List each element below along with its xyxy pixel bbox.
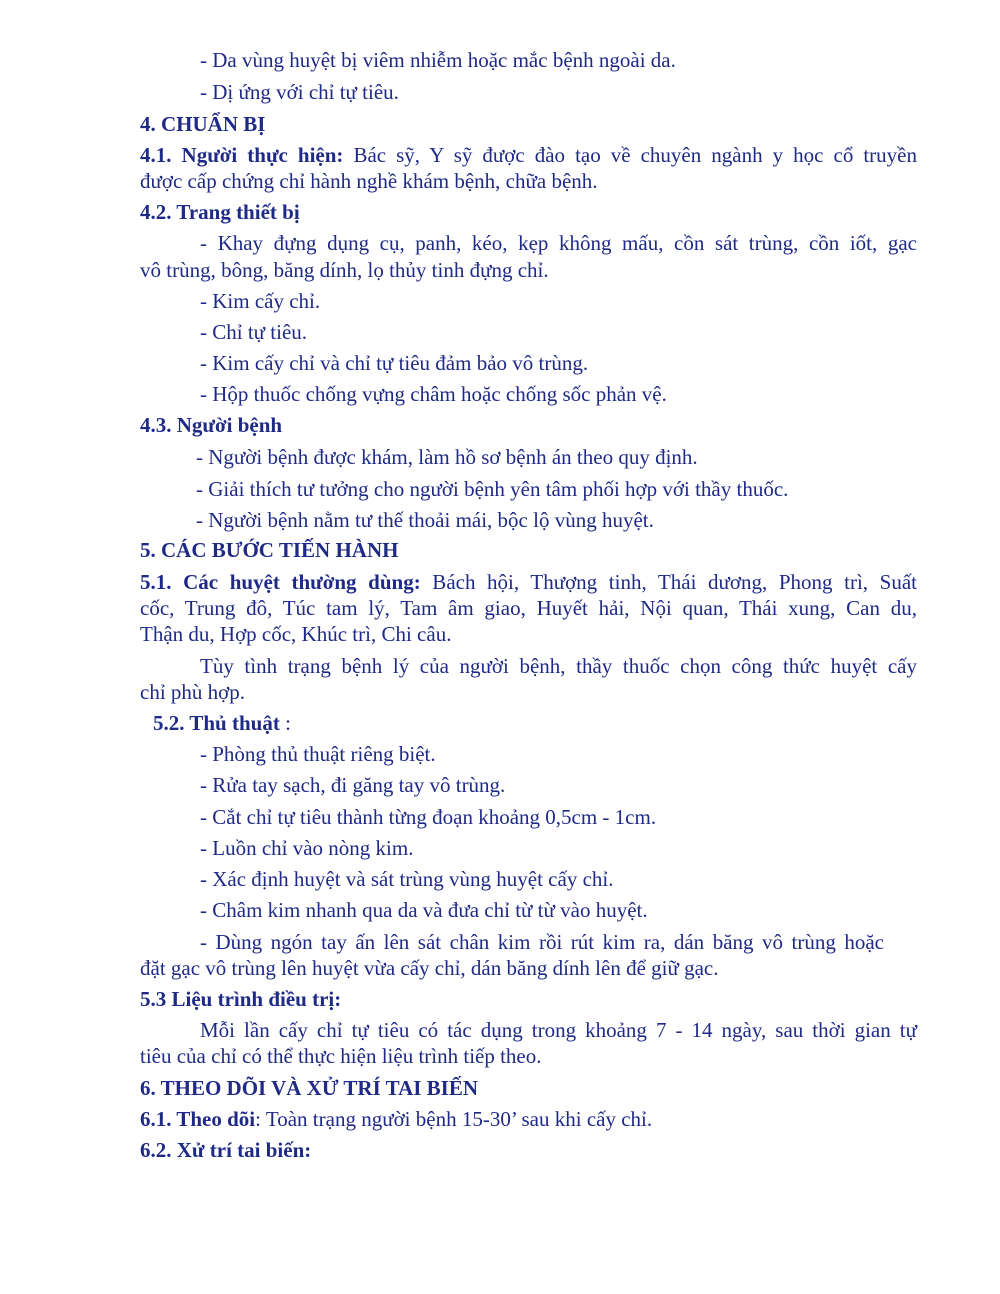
para-4-1-text: Bác sỹ, Y sỹ được đào tạo về chuyên ngành y học cổ truyền: [343, 143, 917, 167]
para-5-1-line5: chỉ phù hợp.: [140, 680, 246, 704]
procedure-step-2: - Rửa tay sạch, đi găng tay vô trùng.: [200, 773, 506, 797]
para-5-1-line1: [140, 569, 917, 595]
heading-6: 6. THEO DÕI VÀ XỬ TRÍ TAI BIẾN: [140, 1076, 479, 1100]
heading-6-1: 6.1. Theo dõi: [140, 1107, 256, 1131]
procedure-step-1: - Phòng thủ thuật riêng biệt.: [200, 742, 436, 766]
patient-step-1: - Người bệnh được khám, làm hồ sơ bệnh án theo quy định.: [196, 445, 698, 469]
heading-5-2-line: [153, 710, 291, 736]
heading-5-2-colon: :: [279, 711, 291, 735]
para-5-1-line3: Thận du, Hợp cốc, Khúc trì, Chi câu.: [140, 622, 452, 646]
equipment-line2: vô trùng, bông, băng dính, lọ thủy tinh đựng chỉ.: [140, 258, 549, 282]
heading-4-1: 4.1. Người thực hiện:: [140, 143, 344, 167]
para-4-1-line1: [140, 142, 917, 168]
patient-step-3: - Người bệnh nằm tư thế thoải mái, bộc lộ vùng huyệt.: [196, 508, 654, 532]
treatment-course-line1: Mỗi lần cấy chỉ tự tiêu có tác dụng trong khoảng 7 - 14 ngày, sau thời gian tự: [200, 1018, 917, 1042]
equipment-line1: - Khay đựng dụng cụ, panh, kéo, kẹp không mấu, cồn sát trùng, cồn iốt, gạc: [200, 231, 917, 255]
procedure-step-3: - Cắt chỉ tự tiêu thành từng đoạn khoảng 0,5cm - 1cm.: [200, 805, 657, 829]
contraindication-skin: - Da vùng huyệt bị viêm nhiễm hoặc mắc bệnh ngoài da.: [200, 48, 676, 72]
monitoring-text: : Toàn trạng người bệnh 15-30’ sau khi cấy chỉ.: [255, 1107, 653, 1131]
contraindication-allergy: - Dị ứng với chỉ tự tiêu.: [200, 80, 399, 104]
heading-5-3: 5.3 Liệu trình điều trị:: [140, 987, 342, 1011]
procedure-step-7-line1: - Dùng ngón tay ấn lên sát chân kim rồi rút kim ra, dán băng vô trùng hoặc: [200, 930, 884, 954]
procedure-step-6: - Châm kim nhanh qua da và đưa chỉ từ từ vào huyệt.: [200, 898, 648, 922]
heading-5-2: 5.2. Thủ thuật: [153, 711, 280, 735]
heading-5-1: 5.1. Các huyệt thường dùng:: [140, 570, 421, 594]
procedure-step-4: - Luồn chỉ vào nòng kim.: [200, 836, 414, 860]
heading-4-3: 4.3. Người bệnh: [140, 413, 283, 437]
heading-6-2: 6.2. Xử trí tai biến:: [140, 1138, 312, 1162]
heading-4: 4. CHUẨN BỊ: [140, 112, 266, 136]
procedure-step-7-line2: đặt gạc vô trùng lên huyệt vừa cấy chỉ, dán băng dính lên để giữ gạc.: [140, 956, 719, 980]
procedure-step-5: - Xác định huyệt và sát trùng vùng huyệt cấy chỉ.: [200, 867, 614, 891]
equipment-needle: - Kim cấy chỉ.: [200, 289, 321, 313]
heading-6-1-line: [140, 1106, 652, 1132]
para-5-1-line2: cốc, Trung đô, Túc tam lý, Tam âm giao, Huyết hải, Nội quan, Thái xung, Can du,: [140, 596, 917, 620]
equipment-emergency-kit: - Hộp thuốc chống vựng châm hoặc chống sốc phản vệ.: [200, 382, 667, 406]
equipment-thread: - Chỉ tự tiêu.: [200, 320, 308, 344]
para-5-1-text: Bách hội, Thượng tinh, Thái dương, Phong trì, Suất: [420, 570, 917, 594]
para-4-1-line2: được cấp chứng chỉ hành nghề khám bệnh, chữa bệnh.: [140, 169, 598, 193]
para-5-1-line4: Tùy tình trạng bệnh lý của người bệnh, thầy thuốc chọn công thức huyệt cấy: [200, 654, 917, 678]
patient-step-2: - Giải thích tư tưởng cho người bệnh yên tâm phối hợp với thầy thuốc.: [196, 477, 789, 501]
heading-5: 5. CÁC BƯỚC TIẾN HÀNH: [140, 538, 399, 562]
treatment-course-line2: tiêu của chỉ có thể thực hiện liệu trình tiếp theo.: [140, 1044, 542, 1068]
heading-4-2: 4.2. Trang thiết bị: [140, 200, 300, 224]
equipment-sterile: - Kim cấy chỉ và chỉ tự tiêu đảm bảo vô trùng.: [200, 351, 589, 375]
